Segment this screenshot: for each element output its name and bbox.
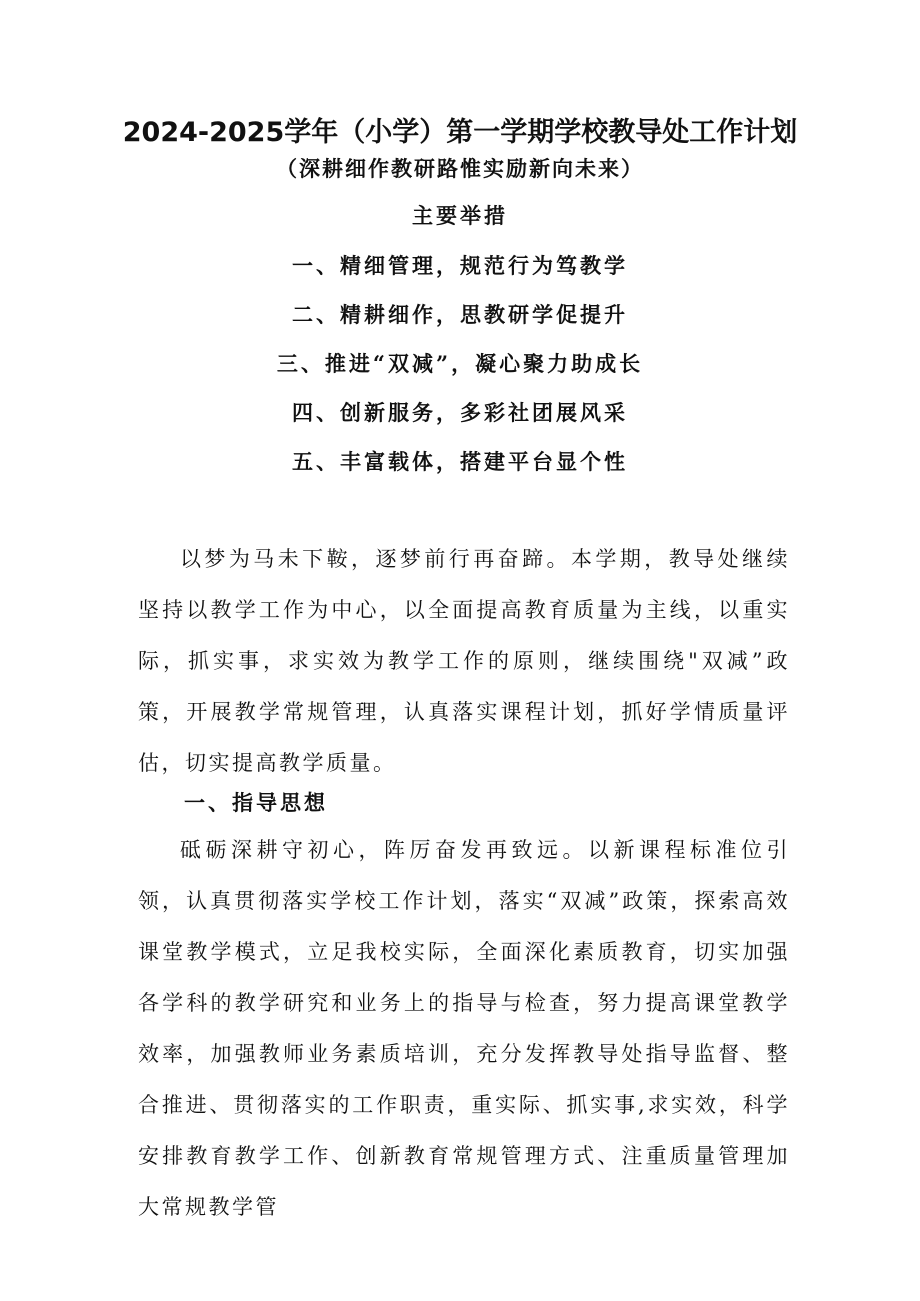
measures-list [0, 248, 920, 493]
measures-heading: 主要举措 [412, 203, 508, 228]
measure-item: 四、创新服务，多彩社团展风采 [292, 400, 628, 425]
document-subtitle: （深耕细作教研路惟实励新向未来） [276, 156, 644, 181]
measure-item: 一、精细管理，规范行为笃教学 [292, 253, 628, 278]
section-heading-guiding-ideology: 一、指导思想 [184, 790, 328, 815]
measure-item: 二、精耕细作，思教研学促提升 [292, 302, 628, 327]
intro-paragraph: 以梦为马未下鞍，逐梦前行再奋蹄。本学期，教导处继续坚持以教学工作为中心，以全面提高教育质量为主线，以重实际，抓实事，求实效为教学工作的原则，继续围绕"双减”政策，开展教学常规管理，认真落实课程计划，抓好学情质量评估，切实提高教学质量。 [138, 547, 790, 775]
document-title: 2024-2025学年（小学）第一学期学校教导处工作计划 [122, 117, 798, 148]
measure-item: 五、丰富载体，搭建平台显个性 [292, 449, 628, 474]
guiding-ideology-paragraph: 砥砺深耕守初心，阵厉奋发再致远。以新课程标准位引领，认真贯彻落实学校工作计划，落实“双减”政策，探索高效课堂教学模式，立足我校实际，全面深化素质教育，切实加强各学科的教学研究和业务上的指导与检查，努力提高课堂教学效率，加强教师业务素质培训，充分发挥教导处指导监督、整合推进、贯彻落实的工作职责，重实际、抓实事,求实效，科学安排教育教学工作、创新教育常规管理方式、注重质量管理加大常规教学管 [138, 838, 790, 1219]
measure-item: 三、推进“双减”，凝心聚力助成长 [276, 351, 644, 376]
